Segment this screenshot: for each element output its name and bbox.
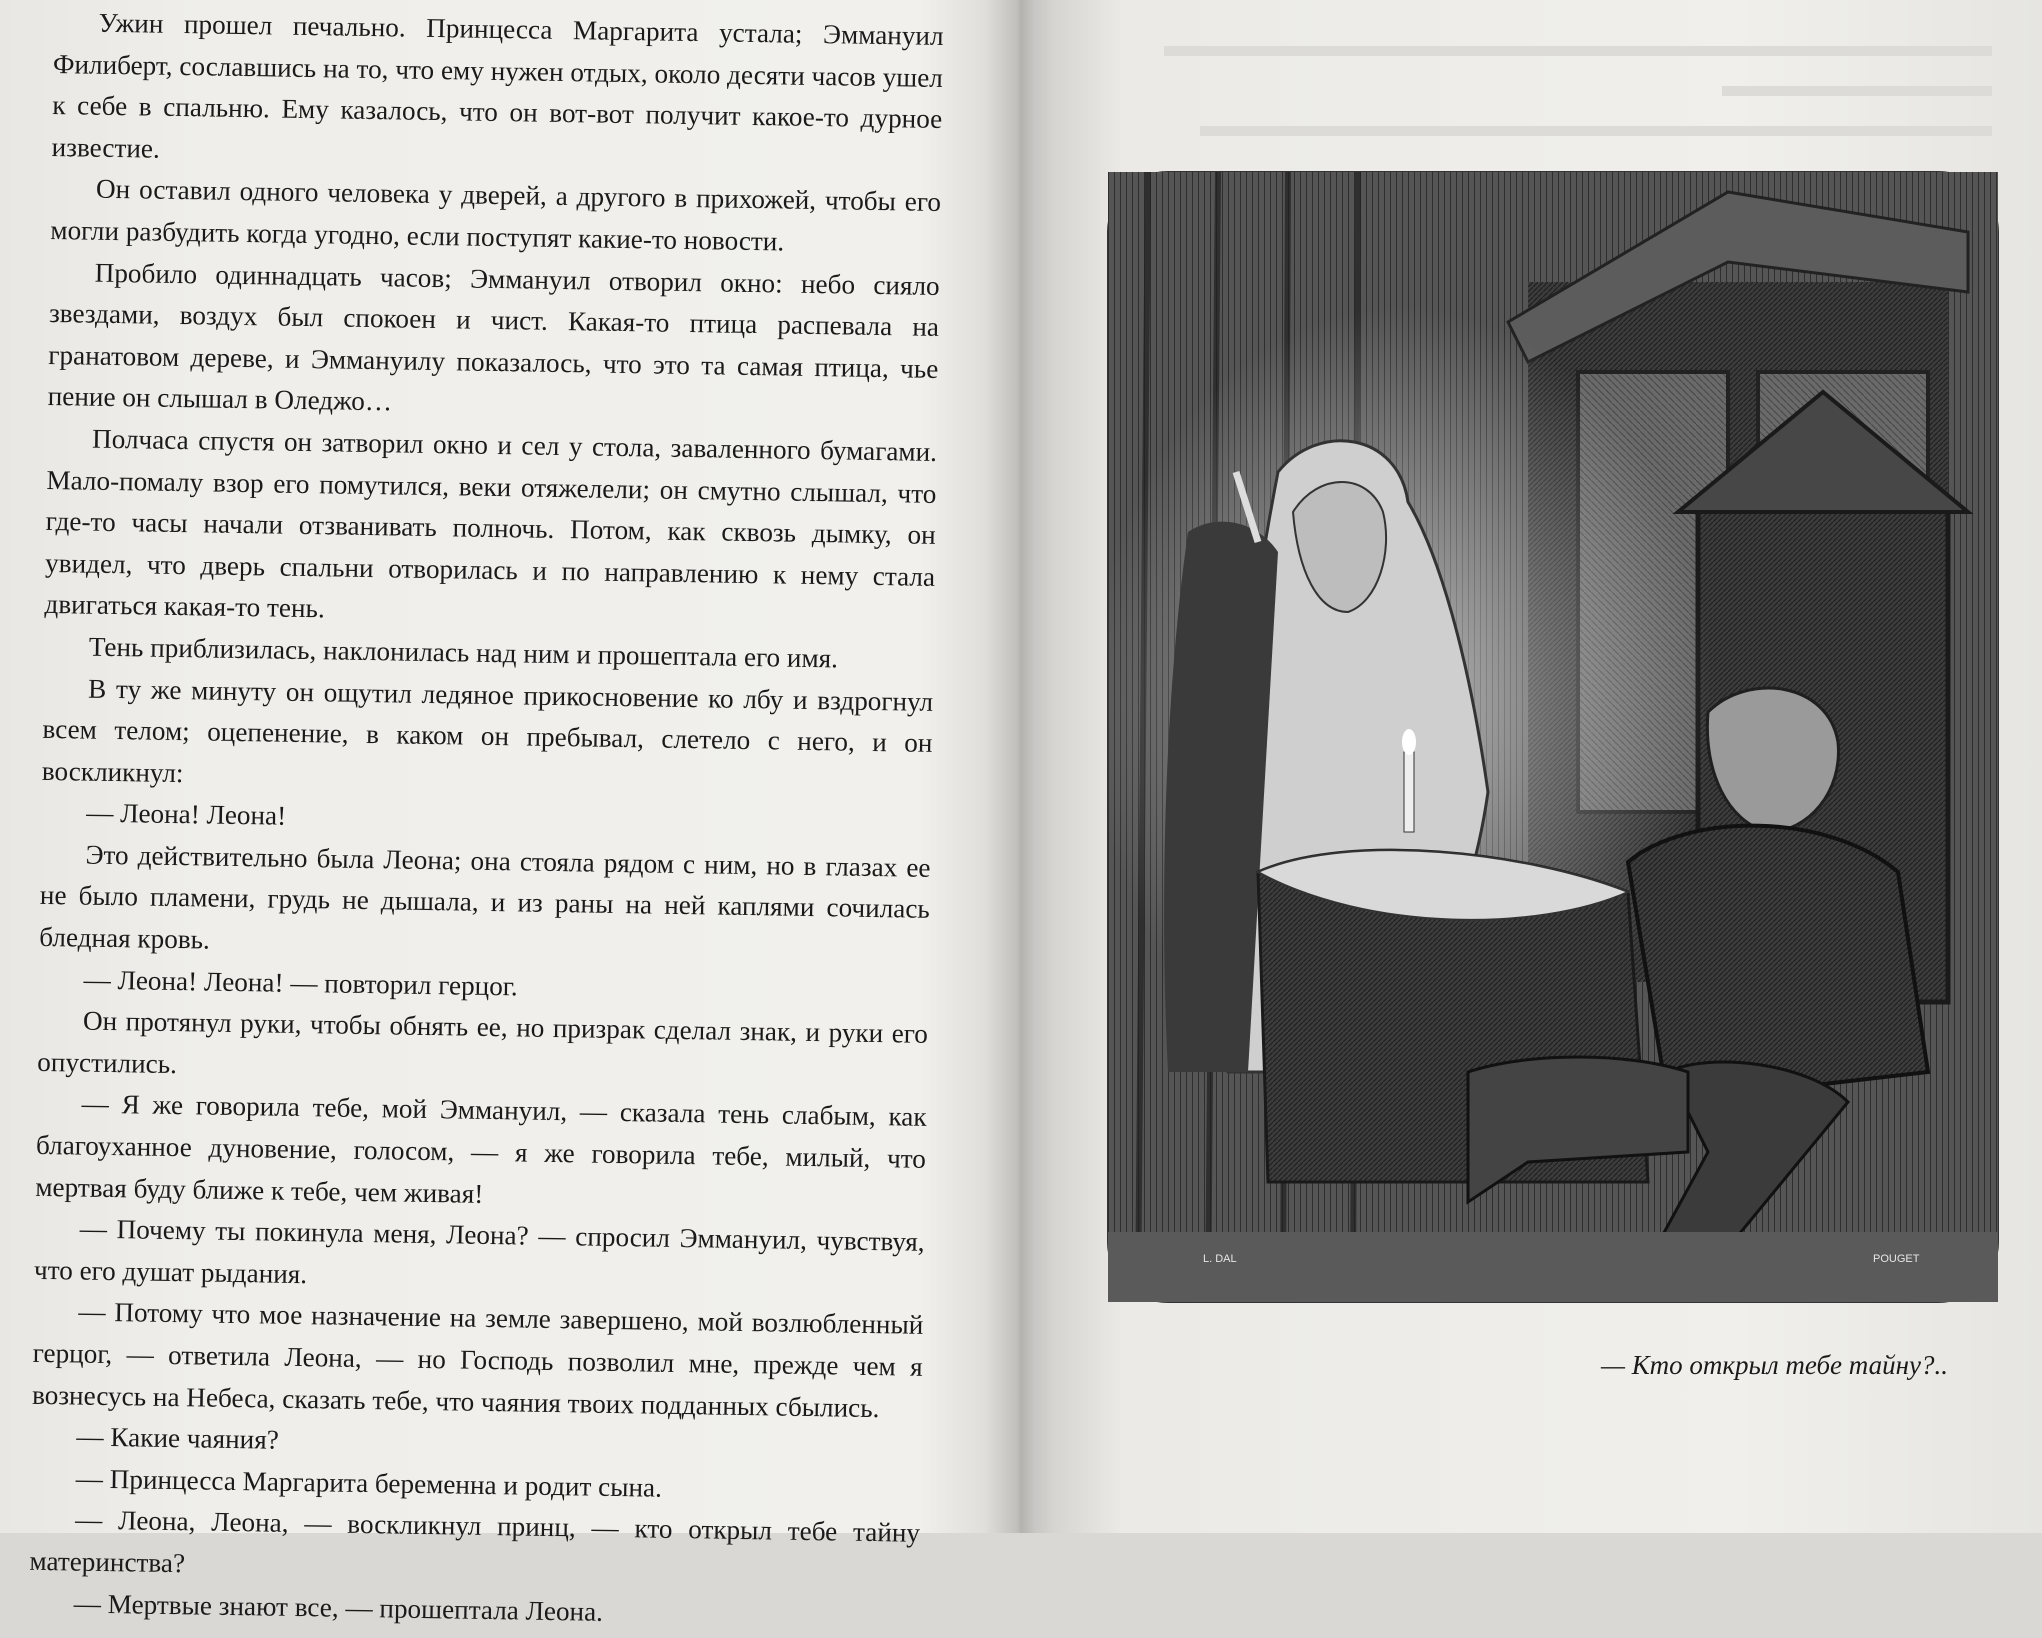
- dialogue-line: — Почему ты покинула меня, Леона? — спросил Эммануил, чувствуя, что его душат рыдания.: [33, 1213, 925, 1289]
- paragraph: Тень приблизилась, наклонилась над ним и прошептала его имя.: [88, 631, 839, 674]
- dialogue-line: — Леона, Леона, — воскликнул принц, — кто открыл тебе тайну материнства?: [29, 1504, 921, 1579]
- artist-signature-left: L. DAL: [1203, 1253, 1237, 1265]
- engraving-illustration: [1108, 172, 1998, 1302]
- dialogue-line: — Какие чаяния?: [76, 1421, 280, 1455]
- dialogue-line: — Мертвые знают все, — прошептала Леона.: [73, 1588, 604, 1627]
- dialogue-line: — Я же говорила тебе, мой Эммануил, — сказала тень слабым, как благоуханное дуновение, голосом, — я же говорила тебе, милый, что мертвая буду ближе к тебе, чем живая!: [35, 1089, 927, 1209]
- paragraph: В ту же минуту он ощутил ледяное прикосновение ко лбу и вздрогнул всем телом; оцепенение, в каком он пребывал, слетело с него, и он воскликнул:: [41, 673, 934, 788]
- dialogue-line: — Потому что мое назначение на земле завершено, мой возлюбленный герцог, — ответила Леона, — но Господь позволил мне, прежде чем я вознесусь на Небеса, сказать тебе, что чаяния твоих подданных сбылись.: [31, 1296, 924, 1423]
- paragraph: Полчаса спустя он затворил окно и сел у стола, заваленного бумагами. Мало-помалу взор его помутился, веки отяжелели; он смутно слышал, что где-то часы начали отзванивать полночь. Потом, как сквозь дымку, он увидел, что дверь спальни отворилась и по направлению к нему стала двигаться какая-то тень.: [44, 423, 938, 624]
- left-page: [0, 0, 1010, 1627]
- show-through-text: [1092, 40, 1992, 166]
- engraving-art: [1108, 172, 1998, 1302]
- paragraph: Ужин прошел печально. Принцесса Маргарита устала; Эммануил Филиберт, сославшись на то, что ему нужен отдых, около десяти часов ушел к себе в спальню. Ему казалось, что он вот-вот получит какое-то дурное известие.: [51, 7, 944, 164]
- paragraph: Пробило одиннадцать часов; Эммануил отворил окно: небо сияло звездами, воздух был спокоен и чист. Какая-то птица распевала на гранатовом дереве, и Эммануилу показалось, что это та самая птица, чье пение он слышал в Оледжо…: [47, 257, 940, 417]
- artist-signature-right: POUGET: [1873, 1253, 1920, 1265]
- dialogue-line: — Леона! Леона! — повторил герцог.: [83, 964, 518, 1002]
- left-page-text: [28, 0, 943, 1638]
- illustration-caption: — Кто открыл тебе тайну?..: [1600, 1350, 1948, 1380]
- paragraph: Это действительно была Леона; она стояла рядом с ним, но в глазах ее не было пламени, грудь не дышала, и из раны на ней каплями сочилась бледная кровь.: [39, 839, 931, 955]
- paragraph: Он оставил одного человека у дверей, а другого в прихожей, чтобы его могли разбудить когда угодно, если поступят какие-то новости.: [50, 174, 942, 257]
- paragraph: Он протянул руки, чтобы обнять ее, но призрак сделал знак, и руки его опустились.: [37, 1005, 929, 1079]
- dialogue-line: — Принцесса Маргарита беременна и родит сына.: [75, 1463, 663, 1503]
- dialogue-line: — Леона! Леона!: [86, 797, 287, 832]
- right-page: [1030, 0, 2042, 1533]
